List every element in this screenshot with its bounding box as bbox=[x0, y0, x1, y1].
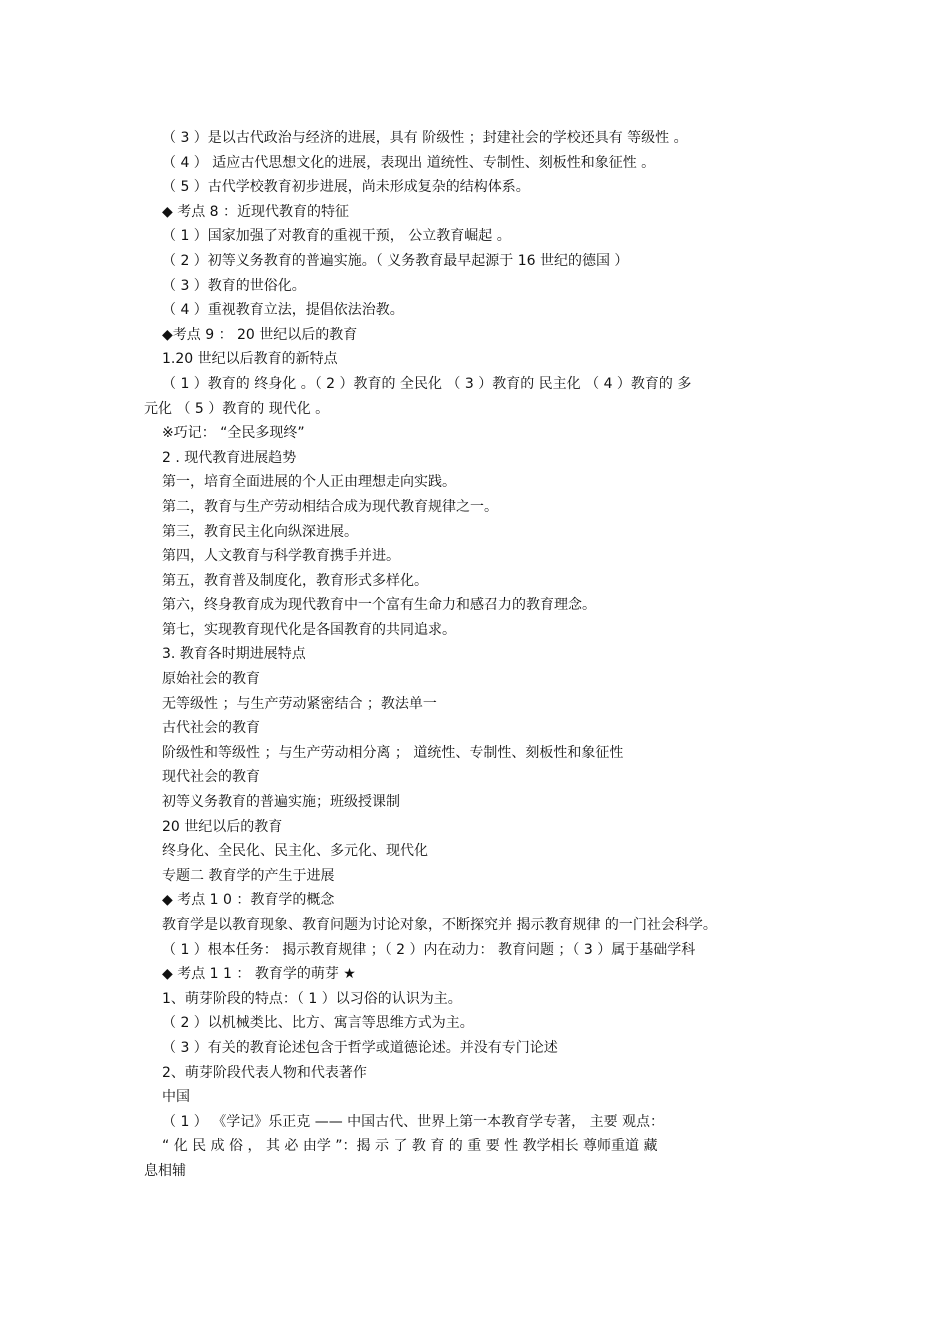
text-line: 古代社会的教育 bbox=[162, 720, 260, 737]
section-heading: ◆ 考点 1 1 ： 教育学的萌芽 ★ bbox=[162, 966, 356, 983]
text-line: （ 1 ） 《学记》乐正克 —— 中国古代、世界上第一本教育学专著， 主要 观点： bbox=[162, 1113, 665, 1130]
text-line: 中国 bbox=[162, 1089, 190, 1106]
text-line: （ 3 ）有关的教育论述包含于哲学或道德论述。并没有专门论述 bbox=[162, 1039, 558, 1056]
text-line: （ 2 ）以机械类比、比方、寓言等思维方式为主。 bbox=[162, 1015, 474, 1032]
text-line: 第七，实现教育现代化是各国教育的共同追求。 bbox=[162, 621, 456, 638]
section-heading: ◆考点 9 ： 20 世纪以后的教育 bbox=[162, 326, 358, 343]
text-line: 无等级性 ；与生产劳动紧密结合 ；教法单一 bbox=[162, 695, 437, 712]
text-line: （ 1 ）根本任务： 揭示教育规律 ；（ 2 ）内在动力： 教育问题 ；（ 3 ）属于基础学科 bbox=[162, 941, 696, 958]
subheading: 2 . 现代教育进展趋势 bbox=[162, 449, 297, 466]
text-line: 第六，终身教育成为现代教育中一个富有生命力和感召力的教育理念。 bbox=[162, 597, 596, 614]
chapter-heading: 专题二 教育学的产生于进展 bbox=[162, 867, 335, 884]
text-line: 息相辅 bbox=[144, 1162, 186, 1179]
text-line: 现代社会的教育 bbox=[162, 769, 260, 786]
text-line: （ 1 ）教育的 终身化 。（ 2 ）教育的 全民化 （ 3 ）教育的 民主化 （ 4 ）教育的 多 bbox=[162, 375, 692, 392]
document-body bbox=[144, 126, 812, 1184]
text-line: （ 5 ）古代学校教育初步进展，尚未形成复杂的结构体系。 bbox=[162, 179, 530, 196]
text-line: （ 4 ）重视教育立法，提倡依法治教。 bbox=[162, 302, 404, 319]
text-line: 阶级性和等级性 ；与生产劳动相分离 ； 道统性、专制性、刻板性和象征性 bbox=[162, 744, 624, 761]
text-line: （ 3 ）是以古代政治与经济的进展，具有 阶级性 ；封建社会的学校还具有 等级性 。 bbox=[162, 130, 688, 146]
mnemonic-line: ※巧记： “全民多现终” bbox=[162, 425, 305, 442]
text-line: 1、萌芽阶段的特点：（ 1 ）以习俗的认识为主。 bbox=[162, 990, 462, 1007]
text-line: 第三，教育民主化向纵深进展。 bbox=[162, 523, 358, 540]
subheading: 1.20 世纪以后教育的新特点 bbox=[162, 351, 338, 368]
text-line: （ 2 ）初等义务教育的普遍实施。（ 义务教育最早起源于 16 世纪的德国 ） bbox=[162, 252, 629, 269]
text-line: 终身化、全民化、民主化、多元化、现代化 bbox=[162, 843, 428, 860]
section-heading: ◆ 考点 1 0 ：教育学的概念 bbox=[162, 892, 335, 909]
text-line: （ 4 ） 适应古代思想文化的进展，表现出 道统性、专制性、刻板性和象征性 。 bbox=[162, 154, 656, 171]
text-line: 第二，教育与生产劳动相结合成为现代教育规律之一。 bbox=[162, 498, 498, 515]
subheading: 2、萌芽阶段代表人物和代表著作 bbox=[162, 1064, 367, 1081]
text-line: “ 化 民 成 俗 ， 其 必 由学 ”：揭 示 了 教 育 的 重 要 性 教学相长 尊师重道 藏 bbox=[162, 1138, 658, 1155]
text-line: （ 3 ）教育的世俗化。 bbox=[162, 277, 306, 294]
text-line: 20 世纪以后的教育 bbox=[162, 818, 283, 835]
text-line: 教育学是以教育现象、教育问题为讨论对象，不断探究并 揭示教育规律 的一门社会科学。 bbox=[162, 917, 717, 933]
text-line: 元化 （ 5 ）教育的 现代化 。 bbox=[144, 400, 330, 417]
text-line: （ 1 ）国家加强了对教育的重视干预， 公立教育崛起 。 bbox=[162, 228, 511, 245]
section-heading: ◆ 考点 8 ：近现代教育的特征 bbox=[162, 203, 350, 220]
text-line: 初等义务教育的普遍实施；班级授课制 bbox=[162, 794, 400, 811]
text-line: 原始社会的教育 bbox=[162, 671, 260, 688]
subheading: 3. 教育各时期进展特点 bbox=[162, 646, 306, 663]
text-line: 第五，教育普及制度化，教育形式多样化。 bbox=[162, 572, 428, 589]
text-line: 第四，人文教育与科学教育携手并进。 bbox=[162, 548, 400, 565]
text-line: 第一，培育全面进展的个人正由理想走向实践。 bbox=[162, 474, 456, 491]
